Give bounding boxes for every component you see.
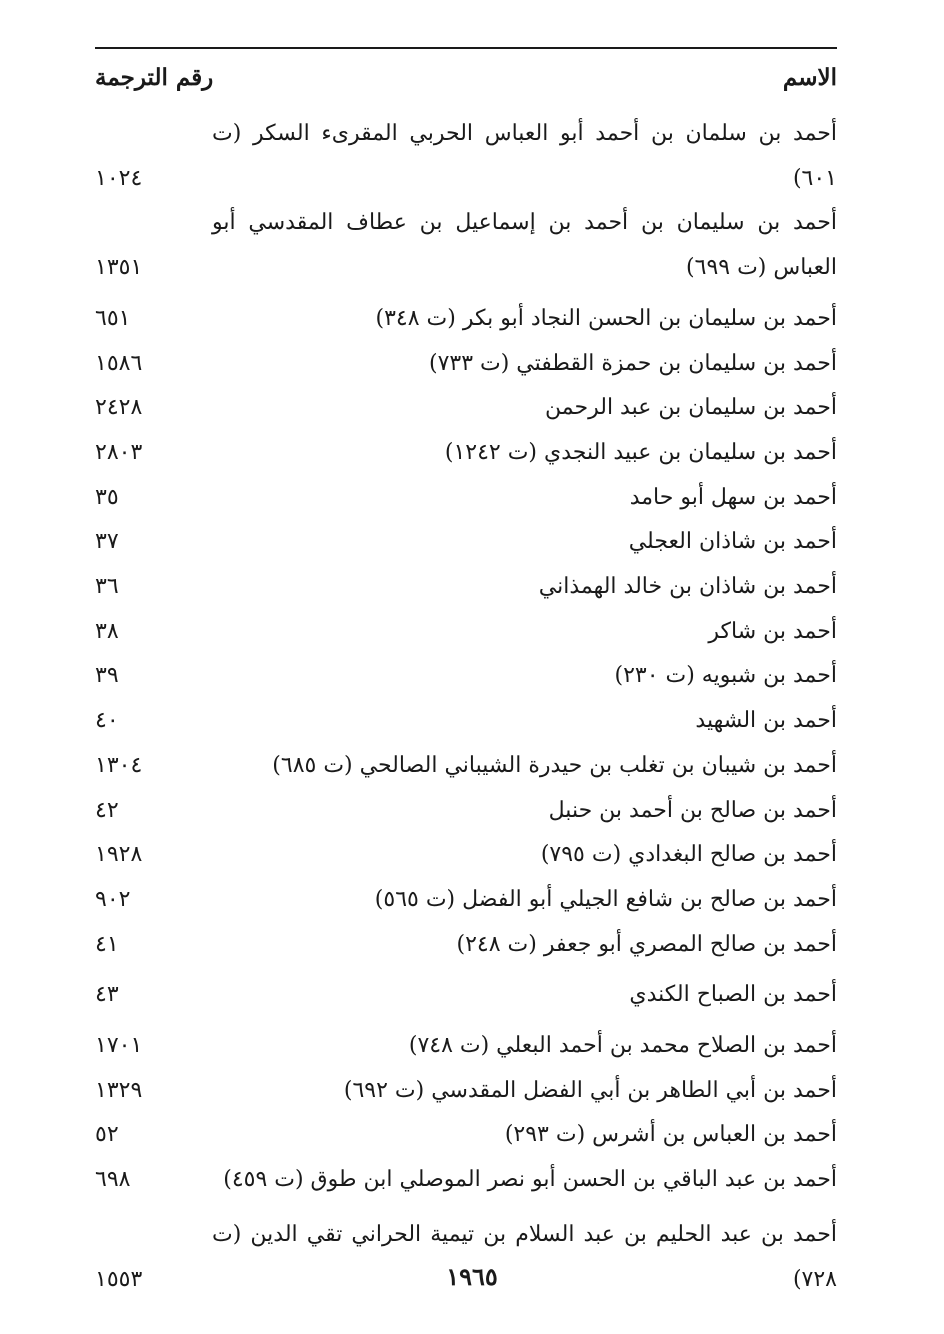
- list-item: [95, 476, 837, 521]
- list-item: [95, 1113, 837, 1158]
- entry-number: ٣٦: [95, 574, 119, 600]
- column-header: [95, 64, 837, 100]
- entry-number: ١٩٢٨: [95, 842, 143, 868]
- entry-number: ١٥٨٦: [95, 350, 143, 376]
- entry-name: أحمد بن عبد الباقي بن الحسن أبو نصر الموصلي ابن طوق (ت ٤٥٩): [223, 1167, 837, 1193]
- list-item: [95, 1158, 837, 1203]
- entry-number: ٤٢: [95, 797, 119, 823]
- list-item: [95, 431, 837, 476]
- entry-number: ٥٢: [95, 1122, 119, 1148]
- entry-name: أحمد بن شبويه (ت ٢٣٠): [614, 663, 837, 689]
- entry-name: أحمد بن العباس بن أشرس (ت ٢٩٣): [504, 1122, 837, 1148]
- entry-number: ١٠٢٤: [95, 165, 143, 191]
- entry-name: أحمد بن سليمان بن عبد الرحمن: [545, 395, 837, 421]
- list-item: [95, 610, 837, 655]
- list-item: [95, 520, 837, 565]
- list-item: [95, 789, 837, 834]
- list-item: [95, 342, 837, 387]
- list-item: [95, 1069, 837, 1114]
- entry-name: أحمد بن سليمان بن الحسن النجاد أبو بكر (ت ٣٤٨): [375, 305, 837, 331]
- list-item: [95, 201, 837, 290]
- entry-number: ٤٠: [95, 708, 119, 734]
- entry-list: [95, 112, 837, 1302]
- list-item: [95, 112, 837, 201]
- list-item: [95, 973, 837, 1018]
- entry-name: أحمد بن شاذان العجلي: [628, 529, 837, 555]
- entry-name: أحمد بن سليمان بن أحمد بن إسماعيل بن عطاف المقدسي أبو العباس (ت ٦٩٩): [212, 210, 837, 281]
- entry-number: ٤١: [95, 931, 119, 957]
- entry-name: أحمد بن أبي الطاهر بن أبي الفضل المقدسي (ت ٦٩٢): [343, 1077, 837, 1103]
- entry-name: أحمد بن الصلاح محمد بن أحمد البعلي (ت ٧٤٨): [408, 1033, 837, 1059]
- list-item: [95, 1024, 837, 1069]
- entry-name: أحمد بن صالح بن أحمد بن حنبل: [548, 797, 837, 823]
- entry-name: أحمد بن سلمان بن أحمد أبو العباس الحربي المقرىء السكر (ت ٦٠١): [212, 121, 837, 191]
- entry-number: ٣٨: [95, 618, 119, 644]
- list-item: [95, 565, 837, 610]
- entry-name: أحمد بن سليمان بن حمزة القطفتي (ت ٧٣٣): [428, 350, 837, 376]
- entry-name: أحمد بن شاذان بن خالد الهمذاني: [538, 574, 837, 600]
- entry-name: أحمد بن سليمان بن عبيد النجدي (ت ١٢٤٢): [444, 439, 837, 465]
- entry-number: ١٣٢٩: [95, 1077, 143, 1103]
- entry-number: ٤٣: [95, 982, 119, 1008]
- entry-name: أحمد بن شاكر: [708, 618, 837, 644]
- list-item: [95, 923, 837, 968]
- list-item: [95, 744, 837, 789]
- entry-name: أحمد بن الصباح الكندي: [629, 982, 837, 1008]
- entry-number: ١٧٠١: [95, 1033, 143, 1059]
- list-item: [95, 699, 837, 744]
- entry-number: ٣٩: [95, 663, 119, 689]
- entry-number: ٢٨٠٣: [95, 439, 143, 465]
- entry-number: ٣٧: [95, 529, 119, 555]
- entry-number: ٩٠٢: [95, 886, 131, 912]
- list-item: [95, 833, 837, 878]
- top-rule: [95, 47, 837, 49]
- entry-name: أحمد بن صالح بن شافع الجيلي أبو الفضل (ت ٥٦٥): [374, 886, 837, 912]
- entry-number: ١٥٥٣: [95, 1266, 143, 1292]
- entry-number: ٦٥١: [95, 305, 131, 331]
- header-name-column: الاسم: [782, 64, 837, 91]
- entry-name: أحمد بن شيبان بن تغلب بن حيدرة الشيباني الصالحي (ت ٦٨٥): [272, 752, 837, 778]
- entry-number: ٦٩٨: [95, 1167, 131, 1193]
- entry-name: أحمد بن صالح المصري أبو جعفر (ت ٢٤٨): [456, 931, 837, 957]
- list-item: [95, 386, 837, 431]
- entry-name: أحمد بن سهل أبو حامد: [629, 484, 837, 510]
- entry-number: ١٣٠٤: [95, 752, 143, 778]
- entry-number: ٢٤٢٨: [95, 395, 143, 421]
- list-item: [95, 297, 837, 342]
- list-item: [95, 878, 837, 923]
- list-item: [95, 654, 837, 699]
- entry-number: ١٣٥١: [95, 255, 143, 281]
- header-number-column: رقم الترجمة: [95, 64, 214, 91]
- entry-number: ٣٥: [95, 484, 119, 510]
- entry-name: أحمد بن صالح البغدادي (ت ٧٩٥): [540, 842, 837, 868]
- entry-name: أحمد بن عبد الحليم بن عبد السلام بن تيمية الحراني تقي الدين (ت ٧٢٨): [212, 1221, 837, 1292]
- page-number: ١٩٦٥: [446, 1262, 498, 1291]
- entry-name: أحمد بن الشهيد: [695, 708, 837, 734]
